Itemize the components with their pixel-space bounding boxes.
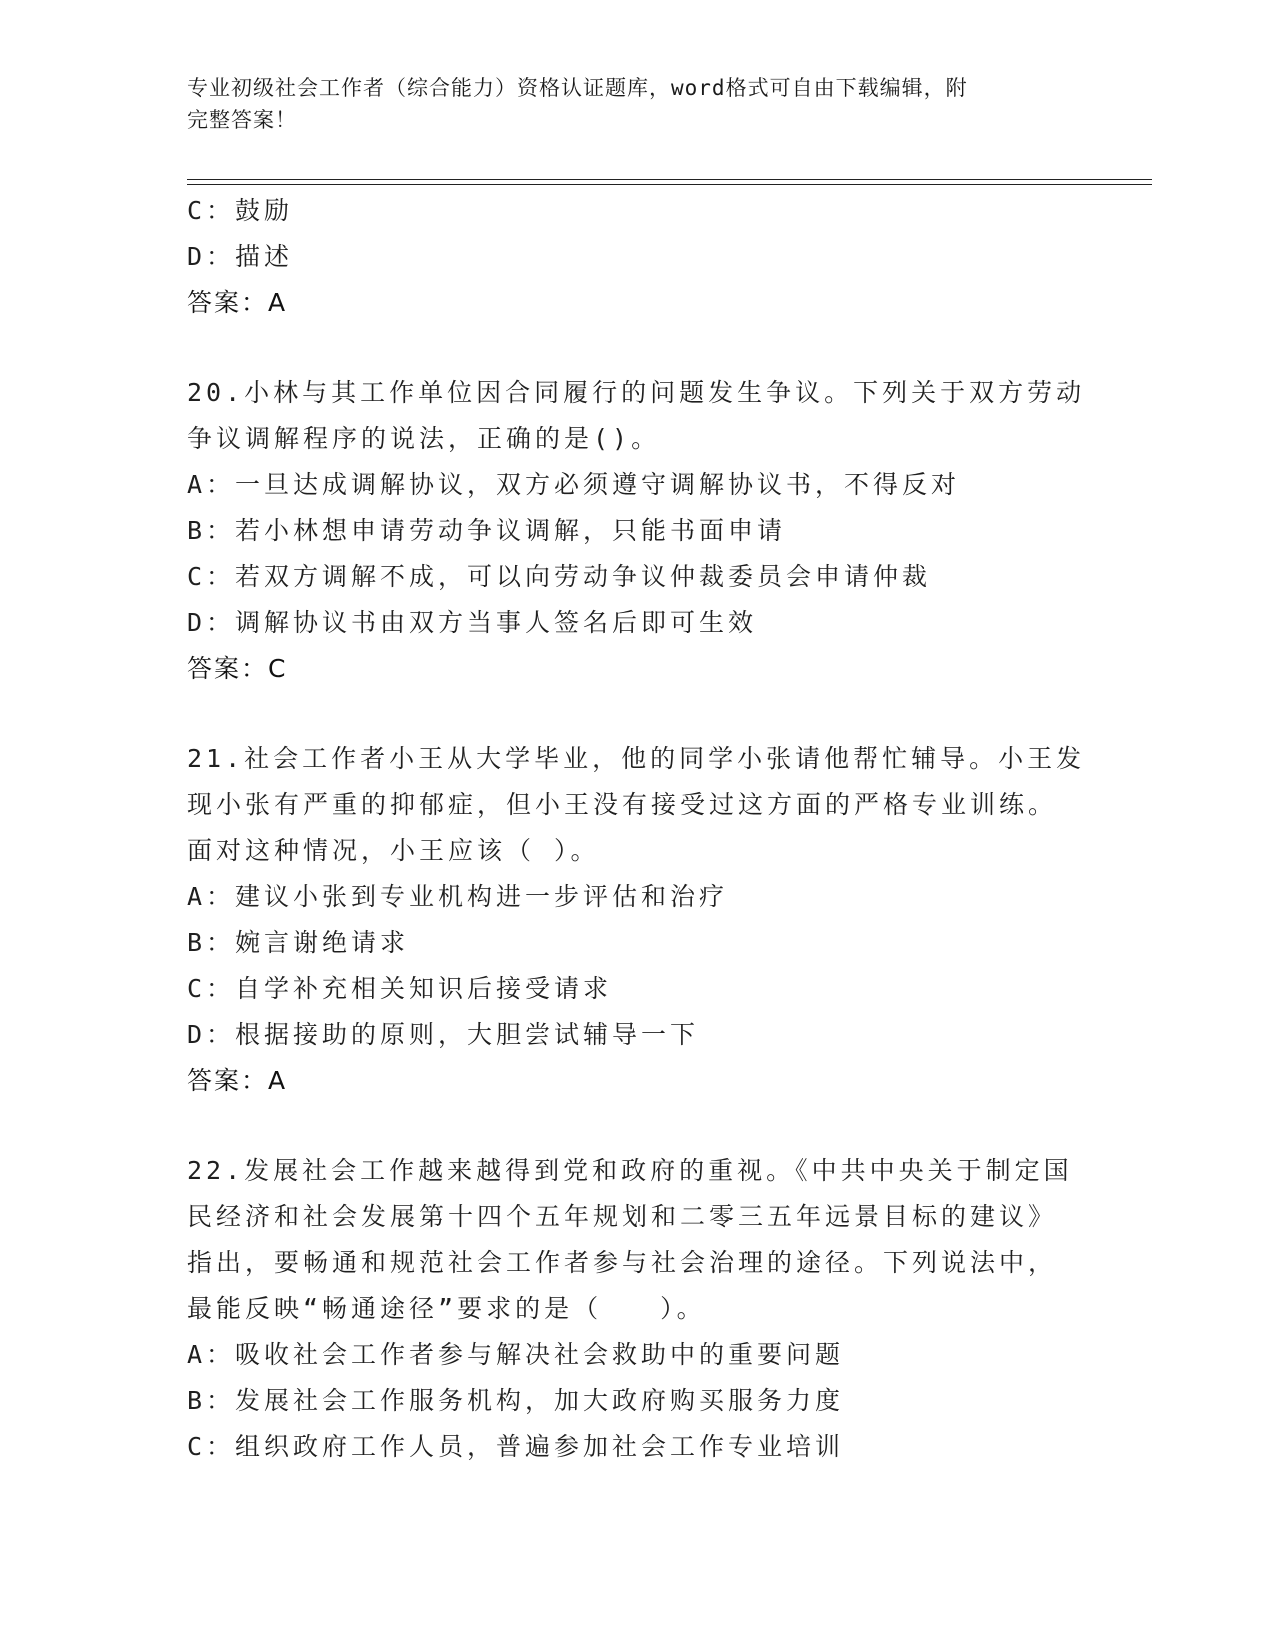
header-line-1: 专业初级社会工作者（综合能力）资格认证题库，word格式可自由下载编辑，附 bbox=[187, 76, 968, 100]
option-c: C：自学补充相关知识后接受请求 bbox=[187, 974, 613, 1003]
option-b: B：若小林想申请劳动争议调解，只能书面申请 bbox=[187, 516, 787, 545]
option-d: D：根据接助的原则，大胆尝试辅导一下 bbox=[187, 1020, 700, 1049]
question-text-line: 民经济和社会发展第十四个五年规划和二零三五年远景目标的建议》 bbox=[187, 1202, 1058, 1231]
option-d: D：描述 bbox=[187, 242, 294, 271]
option-c: C：组织政府工作人员，普遍参加社会工作专业培训 bbox=[187, 1432, 845, 1461]
question-text-line: 22.发展社会工作越来越得到党和政府的重视。《中共中央关于制定国 bbox=[187, 1156, 1073, 1185]
option-d: D：调解协议书由双方当事人签名后即可生效 bbox=[187, 608, 758, 637]
question-text-line: 争议调解程序的说法，正确的是()。 bbox=[187, 424, 661, 453]
option-c: C：鼓励 bbox=[187, 196, 294, 225]
question-text-line: 面对这种情况，小王应该（ ）。 bbox=[187, 836, 600, 865]
option-a: A：吸收社会工作者参与解决社会救助中的重要问题 bbox=[187, 1340, 845, 1369]
question-content bbox=[187, 188, 1087, 1470]
spacer bbox=[187, 692, 1087, 736]
answer: 答案：A bbox=[187, 1066, 288, 1095]
option-a: A：建议小张到专业机构进一步评估和治疗 bbox=[187, 882, 729, 911]
answer: 答案：A bbox=[187, 288, 288, 317]
question-text-line: 现小张有严重的抑郁症，但小王没有接受过这方面的严格专业训练。 bbox=[187, 790, 1058, 819]
spacer bbox=[187, 326, 1087, 370]
question-22 bbox=[187, 1148, 1087, 1470]
header-rule-bottom bbox=[187, 184, 1152, 185]
question-text-line: 20.小林与其工作单位因合同履行的问题发生争议。下列关于双方劳动 bbox=[187, 378, 1086, 407]
spacer bbox=[187, 1104, 1087, 1148]
question-text-line: 21.社会工作者小王从大学毕业，他的同学小张请他帮忙辅导。小王发 bbox=[187, 744, 1086, 773]
option-c: C：若双方调解不成，可以向劳动争议仲裁委员会申请仲裁 bbox=[187, 562, 932, 591]
option-b: B：发展社会工作服务机构，加大政府购买服务力度 bbox=[187, 1386, 845, 1415]
question-text-line: 最能反映“畅通途径”要求的是（ ）。 bbox=[187, 1294, 706, 1323]
option-b: B：婉言谢绝请求 bbox=[187, 928, 410, 957]
answer: 答案：C bbox=[187, 654, 288, 683]
question-text-line: 指出，要畅通和规范社会工作者参与社会治理的途径。下列说法中， bbox=[187, 1248, 1058, 1277]
question-21 bbox=[187, 736, 1087, 1104]
header-rule-top bbox=[187, 179, 1152, 180]
document-header bbox=[187, 72, 1067, 136]
question-20 bbox=[187, 370, 1087, 692]
header-line-2: 完整答案！ bbox=[187, 108, 297, 132]
question-19-fragment bbox=[187, 188, 1087, 326]
option-a: A：一旦达成调解协议，双方必须遵守调解协议书，不得反对 bbox=[187, 470, 961, 499]
